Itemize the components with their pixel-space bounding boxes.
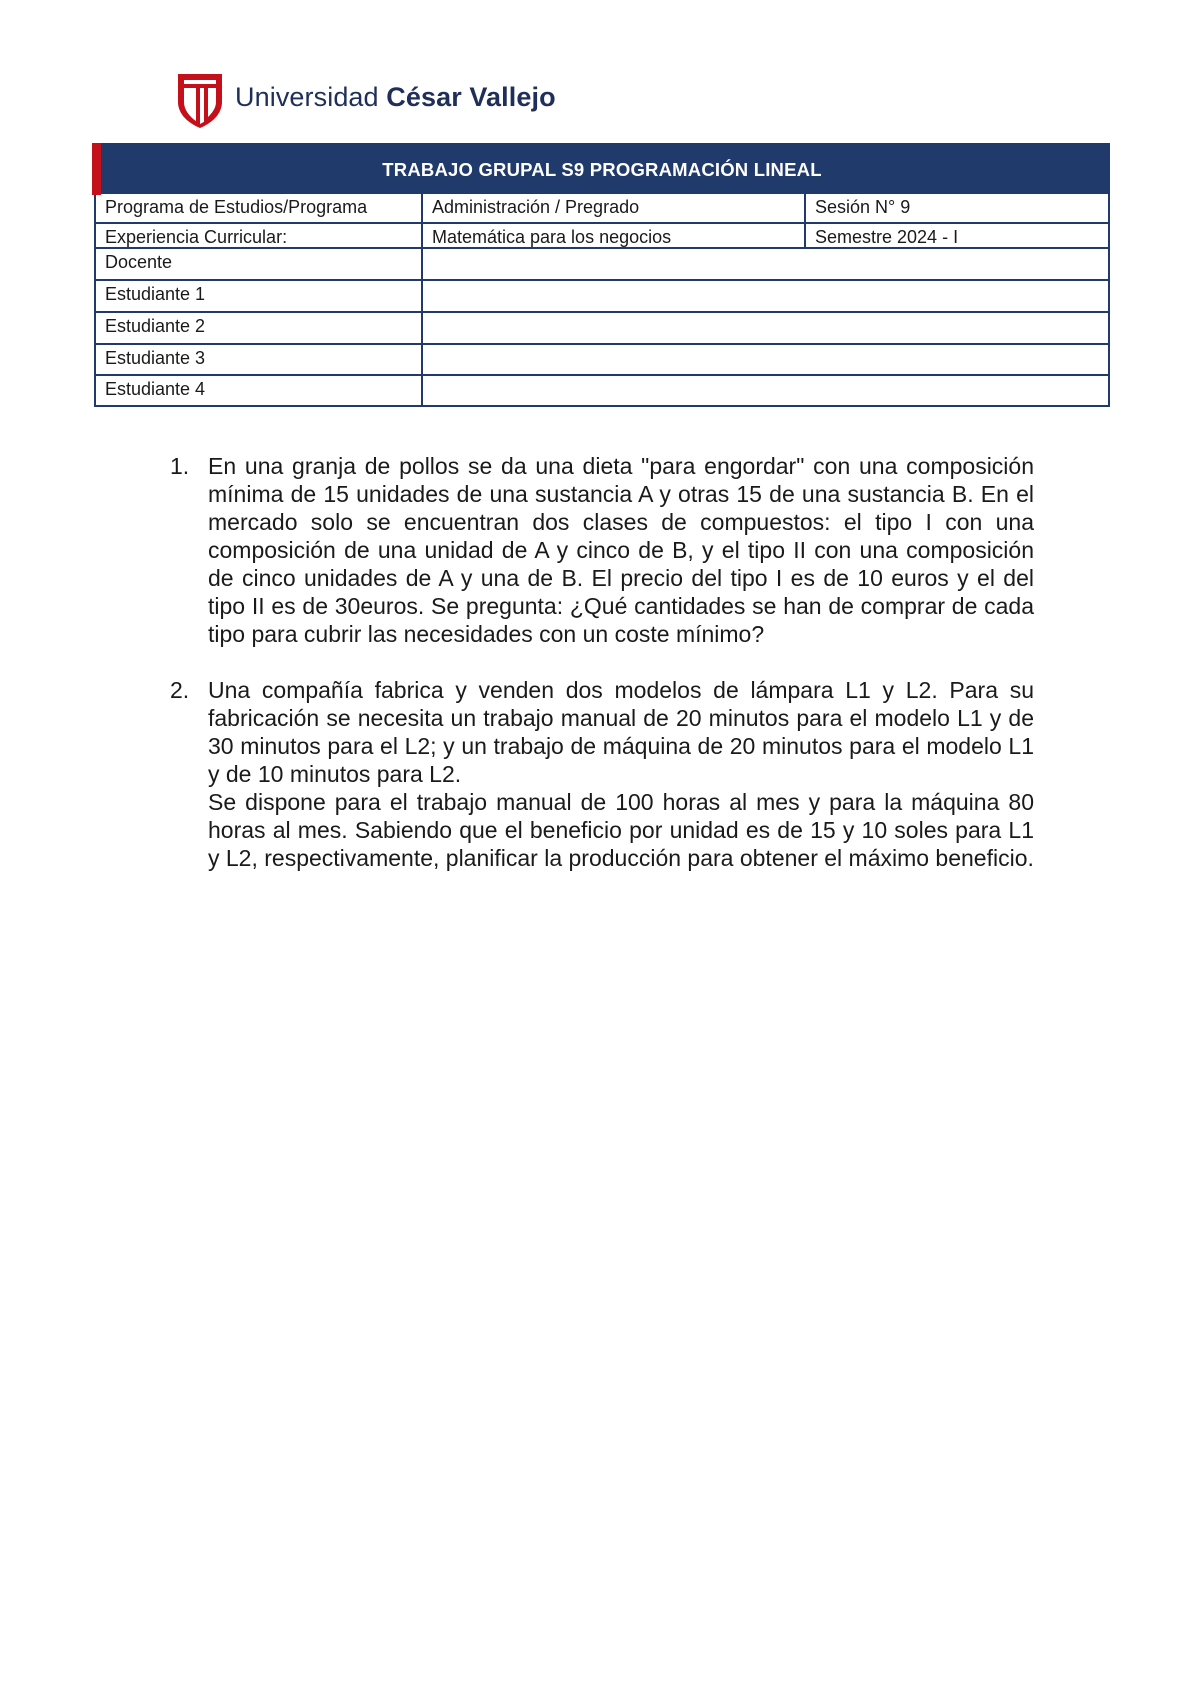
program-value: Administración / Pregrado [423, 194, 806, 222]
info-row-course [96, 224, 1108, 249]
university-name-regular: Universidad [235, 81, 387, 112]
student-2-value[interactable] [423, 313, 1108, 343]
semester-value: Semestre 2024 - I [815, 227, 959, 247]
title-accent-bar [92, 143, 101, 195]
question-paragraph: Se dispone para el trabajo manual de 100 horas al mes y para la máquina 80 horas al mes. Sabiendo que el beneficio por unidad es de 15 y 10 soles para L1 y L2, respectivamente, planificar la producción para obtener el máximo beneficio. [208, 789, 1034, 871]
question-body [208, 676, 1034, 872]
info-row-student-3 [96, 345, 1108, 376]
course-value: Matemática para los negocios [423, 224, 806, 247]
program-label: Programa de Estudios/Programa [96, 194, 423, 222]
question-paragraph: Una compañía fabrica y venden dos modelos de lámpara L1 y L2. Para su fabricación se necesita un trabajo manual de 20 minutos para el modelo L1 y de 30 minutos para el L2; y un trabajo de máquina de 20 minutos para el modelo L1 y de 10 minutos para L2. [208, 677, 1034, 787]
info-row-student-4 [96, 376, 1108, 407]
student-1-value[interactable] [423, 281, 1108, 311]
student-1-label: Estudiante 1 [96, 281, 423, 311]
info-row-student-2 [96, 313, 1108, 345]
university-name [235, 82, 556, 113]
info-row-program [96, 194, 1108, 224]
university-logo [176, 72, 556, 130]
question-body [208, 452, 1034, 648]
ucv-shield-logo-icon [176, 72, 224, 130]
question-number: 2. [170, 677, 190, 703]
university-name-bold: César Vallejo [386, 81, 556, 112]
student-4-value[interactable] [423, 376, 1108, 407]
question-number: 1. [170, 453, 190, 479]
info-row-teacher [96, 249, 1108, 281]
student-3-value[interactable] [423, 345, 1108, 374]
info-row-student-1 [96, 281, 1108, 313]
student-3-label: Estudiante 3 [96, 345, 423, 374]
question-item [170, 452, 1034, 648]
question-paragraph: En una granja de pollos se da una dieta "para engordar" con una composición mínima de 15 unidades de una sustancia A y otras 15 de una sustancia B. En el mercado solo se encuentran dos clases de compuestos: el tipo I con una composición de una unidad de A y cinco de B, y el tipo II con una composición de cinco unidades de A y una de B. El precio del tipo I es de 10 euros y el del tipo II es de 30euros. Se pregunta: ¿Qué cantidades se han de comprar de cada tipo para cubrir las necesidades con un coste mínimo? [208, 453, 1034, 647]
student-2-label: Estudiante 2 [96, 313, 423, 343]
session-value: Sesión N° 9 [815, 197, 911, 217]
assignment-title: TRABAJO GRUPAL S9 PROGRAMACIÓN LINEAL [96, 145, 1108, 194]
course-label: Experiencia Curricular: [96, 224, 423, 247]
student-4-label: Estudiante 4 [96, 376, 423, 407]
teacher-label: Docente [96, 249, 423, 279]
assignment-info-table [94, 143, 1110, 407]
info-rows [96, 194, 1108, 407]
question-item [170, 676, 1034, 872]
questions-list [170, 452, 1034, 900]
teacher-value[interactable] [423, 249, 1108, 279]
